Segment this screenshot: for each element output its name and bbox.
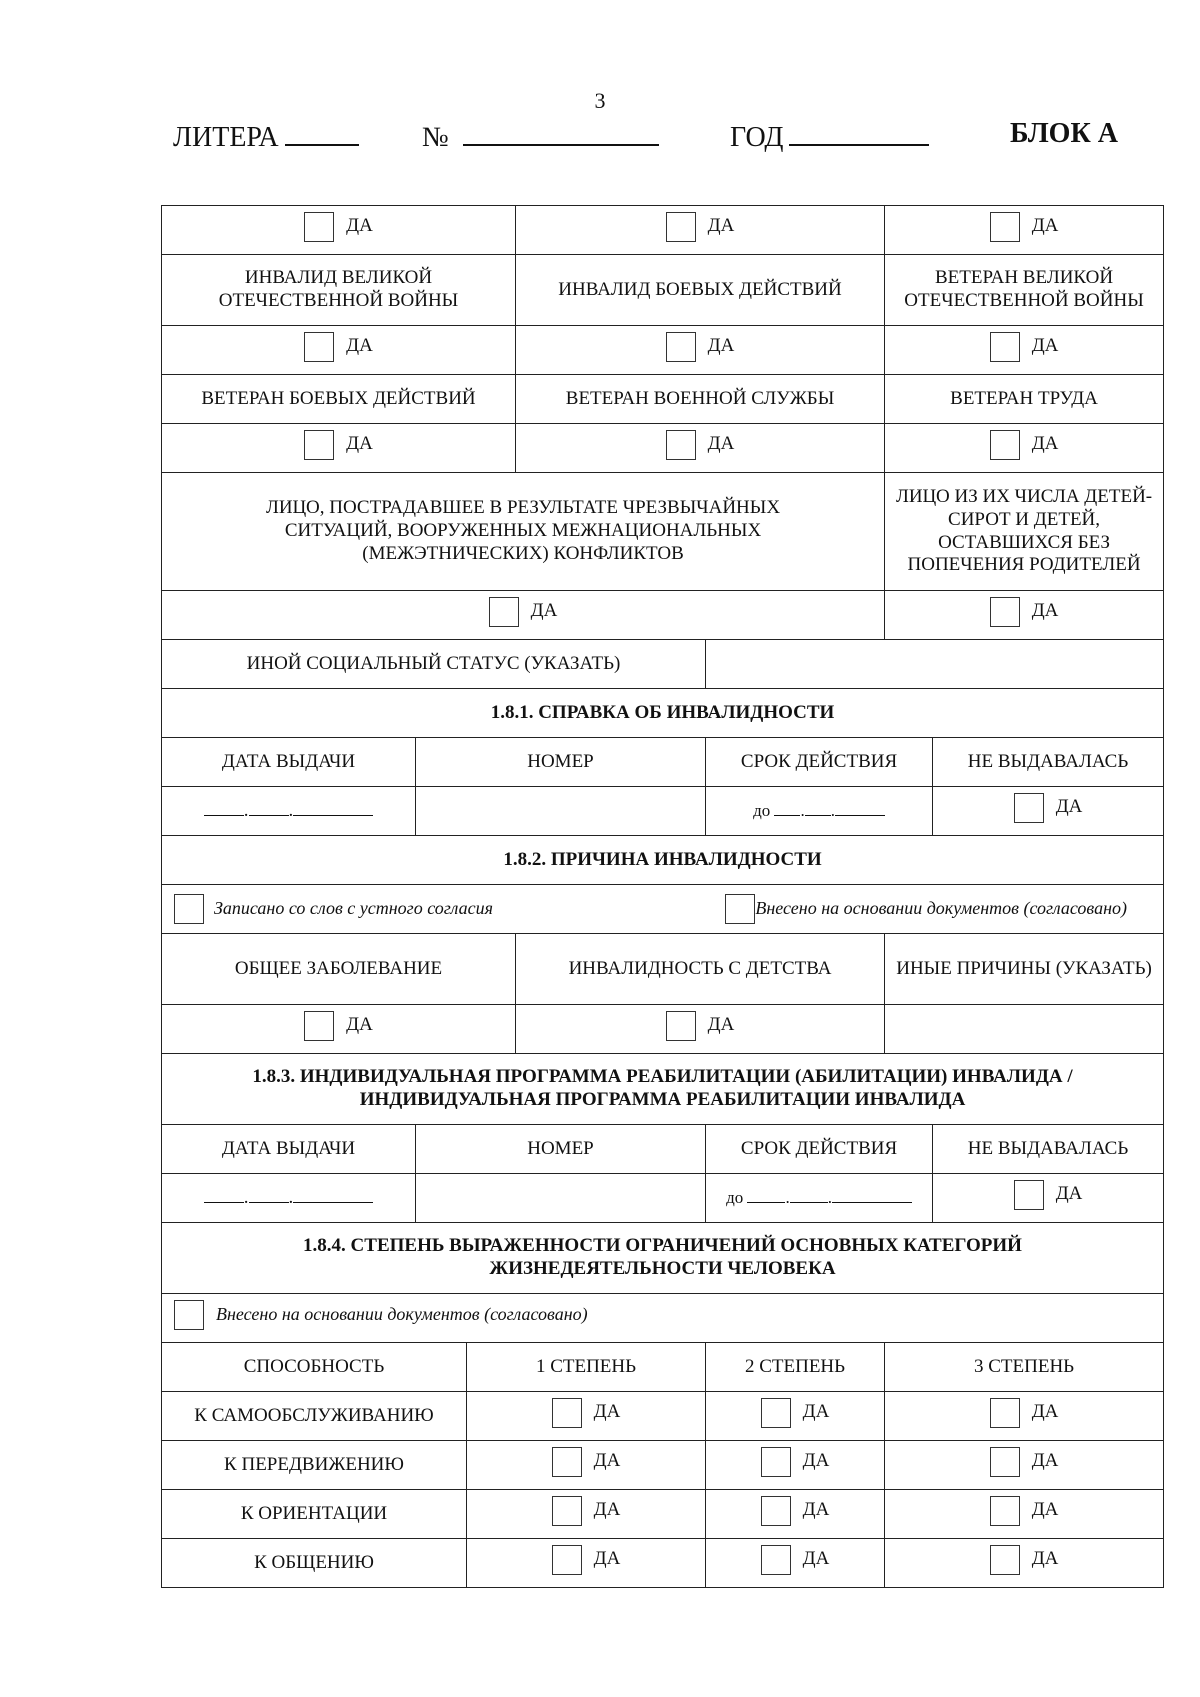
checkbox[interactable]: [489, 597, 519, 627]
year-label: ГОД: [730, 122, 784, 153]
yes-label: ДА: [593, 1401, 621, 1423]
checkbox[interactable]: [552, 1496, 582, 1526]
checkbox[interactable]: [990, 212, 1020, 242]
column-header: НОМЕР: [416, 738, 706, 787]
other-status-input[interactable]: [706, 640, 1164, 689]
note-docs: Внесено на основании документов (согласовано): [755, 898, 1128, 919]
checkbox[interactable]: [761, 1545, 791, 1575]
yes-label: ДА: [1055, 796, 1083, 818]
section-1-8-3-header: [162, 1054, 1164, 1125]
yes-label: ДА: [346, 335, 373, 357]
number-line[interactable]: [463, 118, 659, 146]
column-header: ДАТА ВЫДАЧИ: [162, 738, 416, 787]
yes-label: ДА: [346, 215, 373, 237]
note-oral: Записано со слов с устного согласия: [214, 898, 493, 919]
cause-label: ОБЩЕЕ ЗАБОЛЕВАНИЕ: [162, 934, 516, 1005]
checkbox[interactable]: [990, 1496, 1020, 1526]
cause-label: ИНЫЕ ПРИЧИНЫ (УКАЗАТЬ): [885, 934, 1164, 1005]
column-header: НОМЕР: [416, 1125, 706, 1174]
note-docs: Внесено на основании документов (согласовано): [216, 1303, 588, 1324]
section-title: 1.8.2. ПРИЧИНА ИНВАЛИДНОСТИ: [162, 836, 1164, 885]
column-header: 1 СТЕПЕНЬ: [467, 1343, 706, 1392]
until-label: до: [753, 801, 771, 821]
checkbox[interactable]: [666, 212, 696, 242]
ability-label: К ПЕРЕДВИЖЕНИЮ: [162, 1441, 467, 1490]
other-status-row: [162, 640, 1164, 689]
yes-label: ДА: [530, 600, 558, 622]
status-label: ИНВАЛИД ВЕЛИКОЙ ОТЕЧЕСТВЕННОЙ ВОЙНЫ: [162, 255, 516, 326]
litera-label: ЛИТЕРА: [173, 122, 279, 153]
yes-label: ДА: [593, 1450, 621, 1472]
page-number: 3: [594, 88, 606, 113]
checkbox[interactable]: [552, 1545, 582, 1575]
checkbox[interactable]: [304, 332, 334, 362]
number-field[interactable]: [422, 118, 659, 154]
yes-label: ДА: [1031, 1548, 1059, 1570]
yes-label: ДА: [707, 215, 735, 237]
yes-label: ДА: [1031, 1450, 1059, 1472]
ability-label: К ОБЩЕНИЮ: [162, 1539, 467, 1588]
block-label: БЛОК А: [1010, 118, 1118, 149]
s183-columns: [162, 1125, 1164, 1174]
yes-label: ДА: [707, 335, 735, 357]
number-label: №: [422, 122, 449, 153]
checkbox[interactable]: [174, 894, 204, 924]
ability-row: [162, 1539, 1164, 1588]
checkbox[interactable]: [990, 1398, 1020, 1428]
checkbox[interactable]: [1014, 1180, 1044, 1210]
yes-label: ДА: [802, 1499, 830, 1521]
checkbox[interactable]: [666, 430, 696, 460]
checkbox[interactable]: [666, 332, 696, 362]
emergency-label: ЛИЦО, ПОСТРАДАВШЕЕ В РЕЗУЛЬТАТЕ ЧРЕЗВЫЧАЙНЫХ СИТУАЦИЙ, ВООРУЖЕННЫХ МЕЖНАЦИОНАЛЬНЫХ (МЕЖЭТНИЧЕСКИХ) КОНФЛИКТОВ: [162, 473, 885, 591]
checkbox[interactable]: [990, 597, 1020, 627]
yes-label: ДА: [346, 433, 373, 455]
section-1-8-4-header: [162, 1223, 1164, 1294]
checkbox[interactable]: [990, 1447, 1020, 1477]
other-status-label: ИНОЙ СОЦИАЛЬНЫЙ СТАТУС (УКАЗАТЬ): [162, 640, 706, 689]
s184-note-row: [162, 1294, 1164, 1343]
checkbox[interactable]: [666, 1011, 696, 1041]
column-header: 3 СТЕПЕНЬ: [885, 1343, 1164, 1392]
checkbox[interactable]: [761, 1447, 791, 1477]
s182-values: [162, 1005, 1164, 1054]
until-label: до: [726, 1188, 744, 1208]
status-checkbox-row-3: [162, 424, 1164, 473]
ability-label: К ОРИЕНТАЦИИ: [162, 1490, 467, 1539]
status-label-row-1: [162, 255, 1164, 326]
number-input[interactable]: [416, 1174, 706, 1223]
yes-label: ДА: [593, 1548, 621, 1570]
yes-label: ДА: [346, 1014, 373, 1036]
year-line[interactable]: [789, 118, 929, 146]
orphans-label: ЛИЦО ИЗ ИХ ЧИСЛА ДЕТЕЙ-СИРОТ И ДЕТЕЙ, ОСТАВШИХСЯ БЕЗ ПОПЕЧЕНИЯ РОДИТЕЛЕЙ: [885, 473, 1164, 591]
checkbox[interactable]: [725, 894, 755, 924]
status-label: ВЕТЕРАН БОЕВЫХ ДЕЙСТВИЙ: [162, 375, 516, 424]
column-header: НЕ ВЫДАВАЛАСЬ: [933, 1125, 1164, 1174]
yes-label: ДА: [1031, 600, 1059, 622]
section-title: 1.8.4. СТЕПЕНЬ ВЫРАЖЕННОСТИ ОГРАНИЧЕНИЙ ОСНОВНЫХ КАТЕГОРИЙ ЖИЗНЕДЕЯТЕЛЬНОСТИ ЧЕЛОВЕКА: [162, 1223, 1164, 1294]
section-title: 1.8.3. ИНДИВИДУАЛЬНАЯ ПРОГРАММА РЕАБИЛИТАЦИИ (АБИЛИТАЦИИ) ИНВАЛИДА / ИНДИВИДУАЛЬНАЯ ПРОГРАММА РЕАБИЛИТАЦИИ ИНВАЛИДА: [162, 1054, 1164, 1125]
s181-columns: [162, 738, 1164, 787]
checkbox[interactable]: [1014, 793, 1044, 823]
column-header: 2 СТЕПЕНЬ: [706, 1343, 885, 1392]
column-header: НЕ ВЫДАВАЛАСЬ: [933, 738, 1164, 787]
checkbox[interactable]: [552, 1398, 582, 1428]
validity-field[interactable]: до . .: [706, 1174, 933, 1223]
checkbox[interactable]: [990, 1545, 1020, 1575]
yes-label: ДА: [802, 1548, 830, 1570]
cause-label: ИНВАЛИДНОСТЬ С ДЕТСТВА: [516, 934, 885, 1005]
s182-columns: [162, 934, 1164, 1005]
yes-label: ДА: [1055, 1183, 1083, 1205]
status-checkbox-row-2: [162, 326, 1164, 375]
status-checkbox-row-4: [162, 591, 1164, 640]
status-label-row-3: [162, 473, 1164, 591]
ability-row: [162, 1490, 1164, 1539]
ability-row: [162, 1441, 1164, 1490]
yes-label: ДА: [593, 1499, 621, 1521]
s181-values: [162, 787, 1164, 836]
issue-date-field[interactable]: . .: [162, 1174, 416, 1223]
yes-label: ДА: [1031, 1401, 1059, 1423]
status-label: ВЕТЕРАН ТРУДА: [885, 375, 1164, 424]
year-field[interactable]: [730, 118, 929, 154]
checkbox[interactable]: [304, 1011, 334, 1041]
yes-label: ДА: [802, 1450, 830, 1472]
yes-label: ДА: [1031, 335, 1059, 357]
issue-date-field[interactable]: . .: [162, 787, 416, 836]
status-label: ВЕТЕРАН ВОЕННОЙ СЛУЖБЫ: [516, 375, 885, 424]
yes-label: ДА: [707, 1014, 735, 1036]
section-1-8-1-header: [162, 689, 1164, 738]
s184-columns: [162, 1343, 1164, 1392]
section-title: 1.8.1. СПРАВКА ОБ ИНВАЛИДНОСТИ: [162, 689, 1164, 738]
column-header: СРОК ДЕЙСТВИЯ: [706, 738, 933, 787]
checkbox[interactable]: [174, 1300, 204, 1330]
checkbox[interactable]: [304, 212, 334, 242]
yes-label: ДА: [1031, 215, 1059, 237]
column-header: ДАТА ВЫДАЧИ: [162, 1125, 416, 1174]
section-1-8-2-header: [162, 836, 1164, 885]
s183-values: [162, 1174, 1164, 1223]
checkbox[interactable]: [761, 1496, 791, 1526]
status-label: ИНВАЛИД БОЕВЫХ ДЕЙСТВИЙ: [516, 255, 885, 326]
status-checkbox-row-1: [162, 206, 1164, 255]
ability-row: [162, 1392, 1164, 1441]
litera-field[interactable]: [173, 118, 359, 154]
checkbox[interactable]: [552, 1447, 582, 1477]
litera-line[interactable]: [285, 118, 359, 146]
yes-label: ДА: [802, 1401, 830, 1423]
status-label: ВЕТЕРАН ВЕЛИКОЙ ОТЕЧЕСТВЕННОЙ ВОЙНЫ: [885, 255, 1164, 326]
other-cause-input[interactable]: [885, 1005, 1164, 1054]
validity-field[interactable]: до . .: [706, 787, 933, 836]
checkbox[interactable]: [761, 1398, 791, 1428]
ability-label: К САМООБСЛУЖИВАНИЮ: [162, 1392, 467, 1441]
yes-label: ДА: [1031, 433, 1059, 455]
s182-notes-row: [162, 885, 1164, 934]
column-header: СРОК ДЕЙСТВИЯ: [706, 1125, 933, 1174]
status-label-row-2: [162, 375, 1164, 424]
yes-label: ДА: [707, 433, 735, 455]
checkbox[interactable]: [990, 332, 1020, 362]
column-header: СПОСОБНОСТЬ: [162, 1343, 467, 1392]
form-table: [161, 205, 1164, 1588]
checkbox[interactable]: [304, 430, 334, 460]
checkbox[interactable]: [990, 430, 1020, 460]
number-input[interactable]: [416, 787, 706, 836]
yes-label: ДА: [1031, 1499, 1059, 1521]
